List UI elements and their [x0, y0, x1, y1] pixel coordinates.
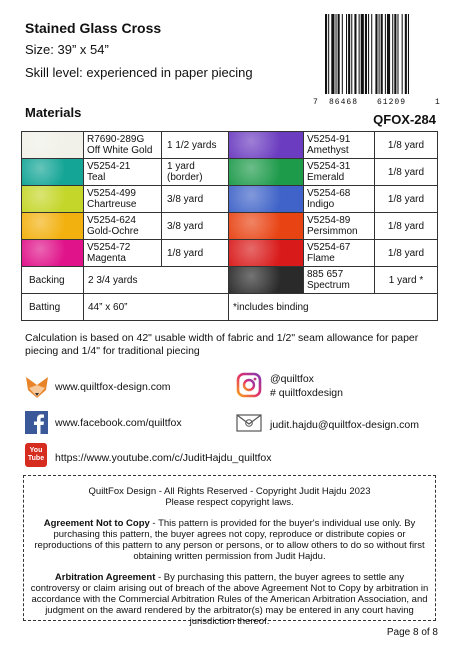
fabric-qty: 1/8 yard [387, 220, 425, 232]
fabric-qty: 1/8 yard [387, 166, 425, 178]
fabric-swatch [22, 240, 83, 266]
fabric-code: V5254-499 [87, 188, 136, 199]
website-link[interactable]: www.quiltfox-design.com [55, 381, 171, 393]
table-row [22, 159, 438, 186]
fabric-swatch [229, 240, 303, 266]
barcode-left-digit: 7 [313, 98, 318, 107]
table-row [22, 132, 438, 159]
barcode-group-2: 61209 [377, 98, 407, 107]
fabric-swatch [229, 267, 303, 293]
calculation-note: Calculation is based on 42" usable width of fabric and 1/2" seam allowance for paper piecing and 1/4" for traditional piecing [25, 332, 419, 357]
backing-label: Backing [29, 274, 65, 286]
fabric-swatch [22, 213, 83, 239]
fabric-name: Off White Gold [87, 145, 153, 156]
copyright-notice [23, 475, 436, 627]
fabric-code: 885 657 [307, 269, 344, 280]
facebook-icon [25, 411, 48, 434]
materials-table [21, 131, 438, 321]
agreement-title: Agreement Not to Copy [43, 518, 150, 529]
table-row [22, 186, 438, 213]
fabric-name: Amethyst [307, 145, 349, 156]
fabric-code: V5254-624 [87, 215, 136, 226]
fabric-qty: 1/8 yard [387, 193, 425, 205]
barcode-group-1: 86468 [329, 98, 359, 107]
fabric-swatch [22, 186, 83, 212]
fabric-name: Chartreuse [87, 199, 137, 210]
fabric-code: V5254-72 [87, 242, 131, 253]
email-icon [236, 413, 262, 433]
fabric-swatch [22, 159, 83, 185]
fox-logo-icon [24, 374, 50, 400]
fabric-qty: 1/8 yard [167, 247, 204, 259]
fabric-code: R7690-289G [87, 134, 145, 145]
pattern-size: Size: 39” x 54” [25, 42, 109, 57]
fabric-qty: 3/8 yard [167, 193, 204, 205]
page-number: Page 8 of 8 [386, 627, 438, 638]
instagram-handle[interactable]: @quiltfox [270, 373, 314, 385]
pattern-code: QFOX-284 [373, 112, 436, 127]
fabric-qty: 1 yard * [388, 274, 424, 286]
fabric-code: V5254-68 [307, 188, 351, 199]
pattern-title: Stained Glass Cross [25, 20, 162, 36]
fabric-swatch [229, 186, 303, 212]
fabric-qty: 3/8 yard [167, 220, 204, 232]
fabric-swatch [229, 132, 303, 158]
fabric-qty: 1 1/2 yards [167, 139, 217, 151]
table-row [22, 294, 438, 321]
arbitration-title: Arbitration Agreement [54, 572, 156, 583]
fabric-name: Flame [307, 253, 335, 264]
batting-label: Batting [29, 301, 61, 313]
fabric-swatch [229, 159, 303, 185]
fabric-qty: 1 yard [167, 161, 195, 172]
fabric-code: V5254-21 [87, 161, 131, 172]
fabric-qty-note: (border) [167, 172, 203, 183]
youtube-icon-label: You Tube [27, 447, 45, 462]
copyright-respect: Please respect copyright laws. [165, 497, 294, 508]
fabric-name: Teal [87, 172, 106, 183]
fabric-name: Emerald [307, 172, 345, 183]
copyright-line: QuiltFox Design - All Rights Reserved - Copyright Judit Hajdu 2023 [88, 486, 371, 497]
fabric-swatch [229, 213, 303, 239]
skill-level: Skill level: experienced in paper piecing [25, 65, 253, 80]
batting-qty: 44” x 60” [88, 301, 128, 313]
youtube-icon [25, 443, 47, 467]
fabric-swatch [22, 132, 83, 158]
fabric-code: V5254-91 [307, 134, 351, 145]
fabric-qty: 1/8 yard [387, 247, 425, 259]
facebook-link[interactable]: www.facebook.com/quiltfox [55, 417, 182, 429]
barcode-bars [325, 14, 437, 94]
table-row [22, 213, 438, 240]
fabric-name: Persimmon [307, 226, 358, 237]
instagram-icon [236, 372, 262, 398]
materials-heading: Materials [25, 105, 82, 120]
fabric-name: Indigo [307, 199, 335, 210]
fabric-name: Spectrum [307, 280, 350, 291]
fabric-name: Gold-Ochre [87, 226, 139, 237]
fabric-qty: 1/8 yard [387, 139, 425, 151]
instagram-hashtag[interactable]: # quiltfoxdesign [270, 387, 343, 399]
fabric-code: V5254-31 [307, 161, 351, 172]
table-row [22, 267, 438, 294]
fabric-code: V5254-67 [307, 242, 351, 253]
fabric-code: V5254-89 [307, 215, 351, 226]
table-row [22, 240, 438, 267]
email-link[interactable]: judit.hajdu@quiltfox-design.com [270, 419, 419, 431]
barcode [313, 14, 443, 111]
agreement-text: - This pattern is provided for the buyer's individual use only. By purchasing this pattern, the buyer agrees not copy, reproduce or distribute copies or reproductions of this pattern to any person or persons, or to allow others to do so without first obtaining written permission from Judit Hajdu. [34, 518, 425, 562]
arbitration-text: - By purchasing this pattern, the buyer agrees to settle any controversy or claim arising out of breach of the above Agreement Not to Copy by arbitration in accordance with the Commercial Arbitration Rules of the American Arbitration Association, and judgment on the award rendered by the arbitrator(s) may be entered in any court having jurisdiction thereof. [30, 572, 429, 627]
binding-note: *includes binding [233, 301, 309, 313]
fabric-name: Magenta [87, 253, 126, 264]
backing-qty: 2 3/4 yards [88, 274, 138, 286]
barcode-right-digit: 1 [435, 98, 440, 107]
youtube-link[interactable]: https://www.youtube.com/c/JuditHajdu_quiltfox [55, 452, 272, 464]
